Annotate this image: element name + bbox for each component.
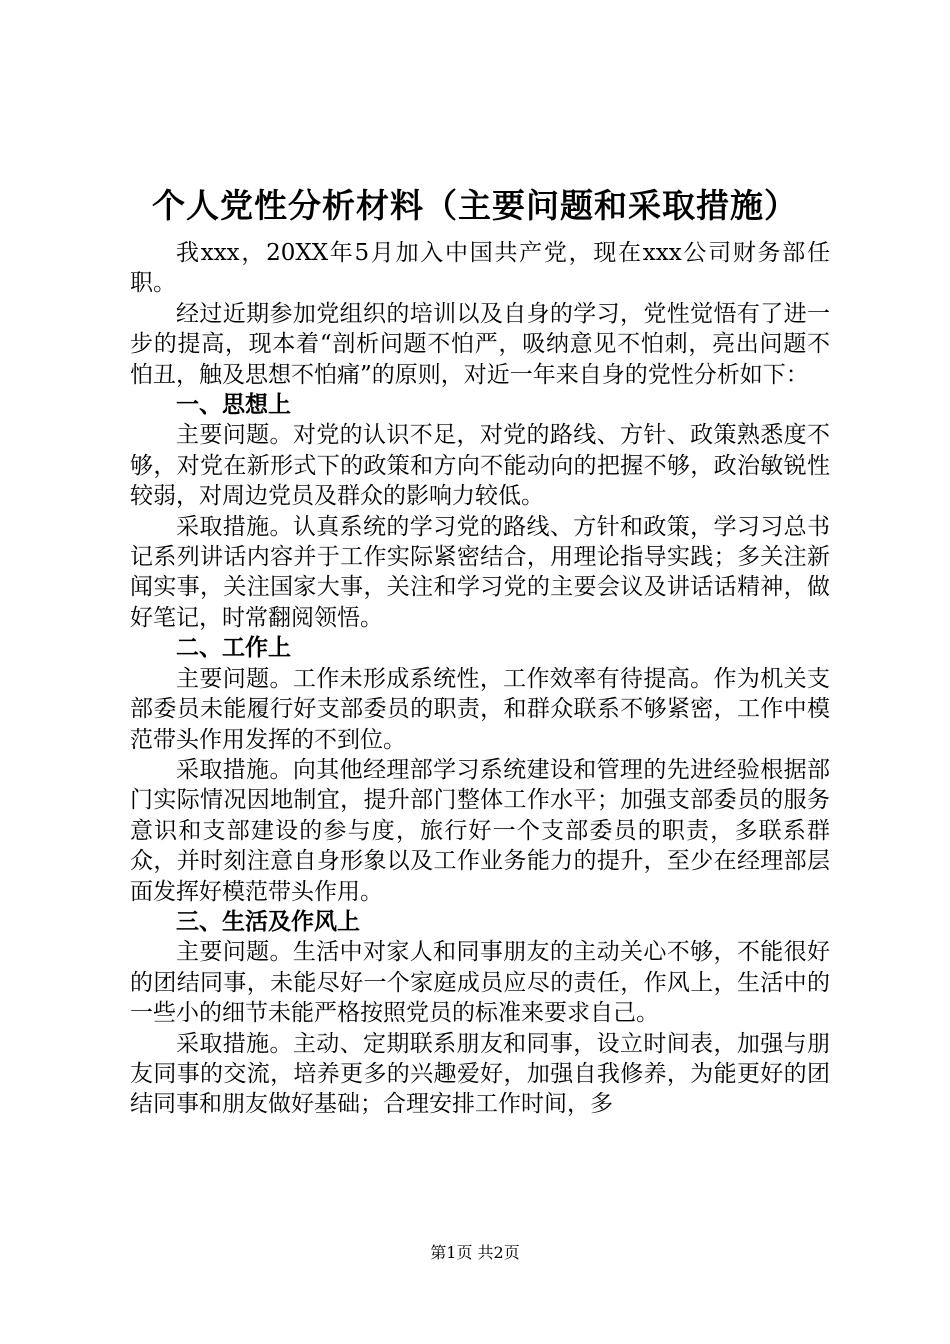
paragraph-work-measure: 采取措施。向其他经理部学习系统建设和管理的先进经验根据部门实际情况因地制宜，提升部门整体工作水平；加强支部委员的服务意识和支部建设的参与度，旅行好一个支部委员的职责，多联系群众，并时刻注意自身形象以及工作业务能力的提升，至少在经理部层面发挥好模范带头作用。: [130, 756, 830, 905]
document-title: 个人党性分析材料（主要问题和采取措施）: [152, 186, 798, 225]
section-heading-life: 三、生活及作风上: [176, 908, 360, 935]
section-heading-thought: 一、思想上: [176, 392, 291, 419]
paragraph-summary: 经过近期参加党组织的培训以及自身的学习，党性觉悟有了进一步的提高，现本着“剖析问题不怕严，吸纳意见不怕刺，亮出问题不怕丑，触及思想不怕痛”的原则，对近一年来自身的党性分析如下：: [130, 300, 830, 388]
paragraph-life-measure: 采取措施。主动、定期联系朋友和同事，设立时间表，加强与朋友同事的交流，培养更多的兴趣爱好，加强自我修养，为能更好的团结同事和朋友做好基础；合理安排工作时间，多: [130, 1030, 830, 1118]
document-body: [130, 238, 830, 1120]
paragraph-work-problem: 主要问题。工作未形成系统性，工作效率有待提高。作为机关支部委员未能履行好支部委员的职责，和群众联系不够紧密，工作中模范带头作用发挥的不到位。: [130, 665, 830, 753]
paragraph-life-problem: 主要问题。生活中对家人和同事朋友的主动关心不够，不能很好的团结同事，未能尽好一个家庭成员应尽的责任，作风上，生活中的一些小的细节未能严格按照党员的标准来要求自己。: [130, 939, 830, 1027]
page-footer: 第1页 共2页: [430, 1243, 520, 1262]
paragraph-thought-problem: 主要问题。对党的认识不足，对党的路线、方针、政策熟悉度不够，对党在新形式下的政策和方向不能动向的把握不够，政治敏锐性较弱，对周边党员及群众的影响力较低。: [130, 422, 830, 510]
section-heading-work: 二、工作上: [176, 635, 291, 662]
paragraph-intro: 我xxx，20XX年5月加入中国共产党，现在xxx公司财务部任职。: [130, 240, 830, 297]
paragraph-thought-measure: 采取措施。认真系统的学习党的路线、方针和政策，学习习总书记系列讲话内容并于工作实际紧密结合，用理论指导实践；多关注新闻实事，关注国家大事，关注和学习党的主要会议及讲话话精神，做好笔记，时常翻阅领悟。: [130, 513, 830, 631]
